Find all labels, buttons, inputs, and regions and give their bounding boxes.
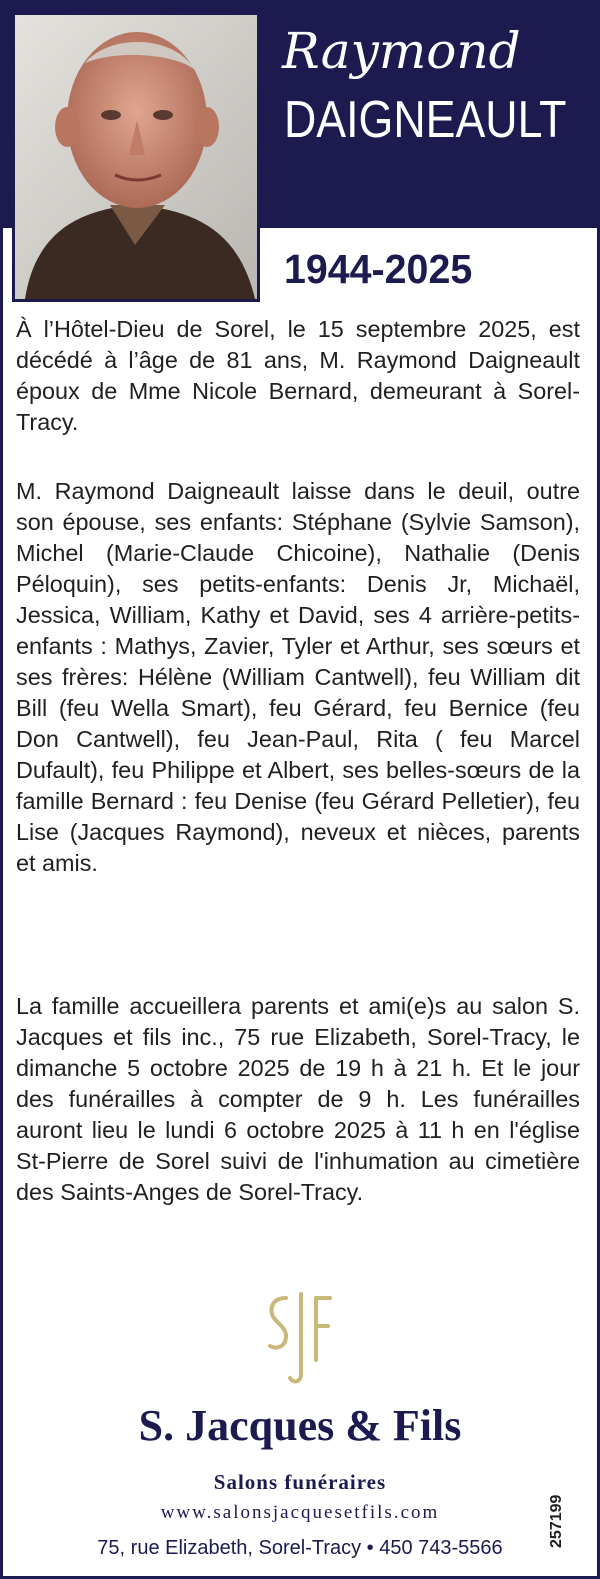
obituary-paragraph-death: À l’Hôtel-Dieu de Sorel, le 15 septembre 2025, est décédé à l’âge de 81 ans, M. Raymond Daigneault époux de Mme Nicole Bernard, demeurant à Sorel-Tracy. <box>16 316 580 435</box>
last-name: DAIGNEAULT <box>284 91 567 149</box>
funeral-home-website: www.salonsjacquesetfils.com <box>160 1502 440 1523</box>
first-name: Raymond <box>282 22 521 80</box>
ad-reference-number: 257199 <box>548 1494 565 1548</box>
obituary-paragraph-services: La famille accueillera parents et ami(e)s au salon S. Jacques et fils inc., 75 rue Elizabeth, Sorel-Tracy, le dimanche 5 octobre 2025 de 19 h à 21 h. Et le jour des funérailles à compter de 9 h. Les funérailles auront lieu le lundi 6 octobre 2025 à 11 h en l'église St-Pierre de Sorel suivi de l'inhumation au cimetière des Saints-Anges de Sorel-Tracy. <box>16 993 580 1205</box>
funeral-home-address: 75, rue Elizabeth, Sorel-Tracy • 450 743-5566 <box>97 1537 503 1559</box>
sjf-monogram-logo <box>256 1290 346 1386</box>
portrait-photo <box>12 12 260 302</box>
funeral-home-subtitle: Salons funéraires <box>213 1470 387 1494</box>
funeral-home-name: S. Jacques & Fils <box>138 1401 462 1450</box>
obituary-paragraph-family: M. Raymond Daigneault laisse dans le deuil, outre son épouse, ses enfants: Stéphane (Sylvie Samson), Michel (Marie-Claude Chicoine), Nathalie (Denis Péloquin), ses petits-enfants: Denis Jr, Michaël, Jessica, William, Kathy et David, ses 4 arrière-petits-enfants : Mathys, Zavier, Tyler et Arthur, ses sœurs et ses frères: Hélène (William Cantwell), feu William dit Bill (feu Wella Smart), feu Gérard, feu Bernice (feu Don Cantwell), feu Jean-Paul, Rita ( feu Marcel Dufault), feu Philippe et Albert, ses belles-sœurs de la famille Bernard : feu Denise (feu Gérard Pelletier), feu Lise (Jacques Raymond), neveux et nièces, parents et amis. <box>16 478 580 876</box>
life-years: 1944-2025 <box>284 246 473 292</box>
